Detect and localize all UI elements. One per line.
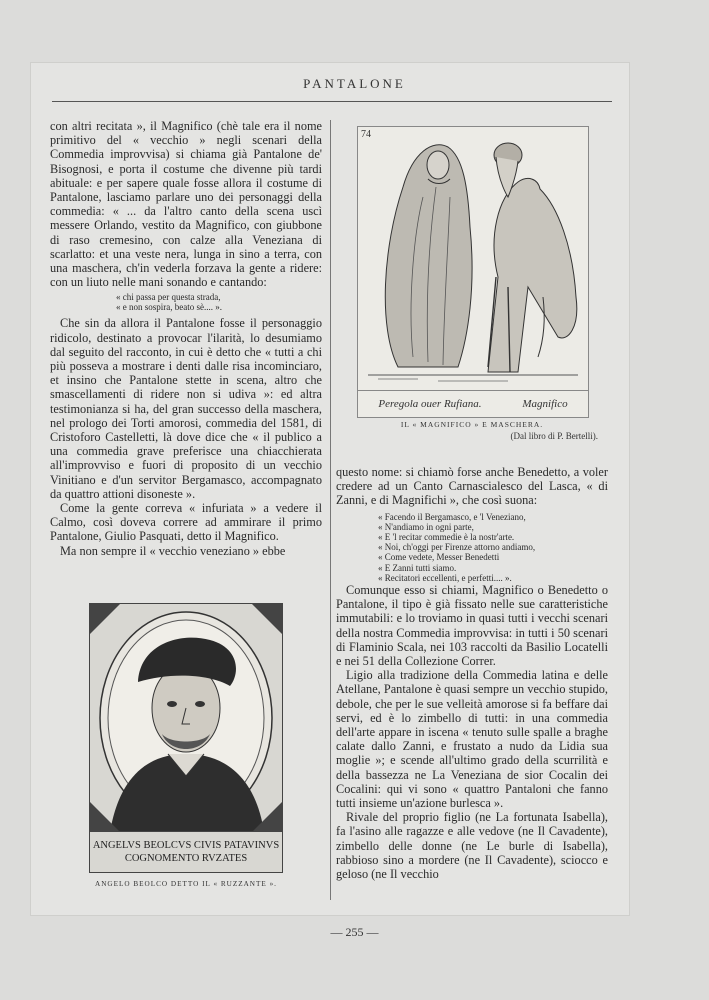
verse-line: « chi passa per questa strada, (116, 292, 221, 303)
verse-line: « Noi, ch'oggi per Firenze attorno andiamo, (378, 542, 536, 553)
verse-line: « E 'l recitar commedie è la nostr'arte. (378, 532, 515, 543)
portrait-caption: ANGELO BEOLCO DETTO IL « RUZZANTE ». (95, 880, 277, 888)
figure-caption-source: (Dal libro di P. Bertelli). (510, 431, 598, 441)
verse-line: « Facendo il Bergamasco, e 'l Veneziano, (378, 511, 526, 522)
left-column (50, 119, 322, 558)
verse-line: « Recitatori eccellenti, e perfetti.... ». (378, 572, 512, 583)
portrait-inscription (90, 831, 282, 872)
plate-inscription-left: Peregola ouer Rufiana. (378, 398, 482, 410)
plate-number: 74 (361, 129, 371, 140)
beolco-portrait (89, 603, 283, 873)
plate-inscription-right: Magnifico (522, 398, 568, 410)
right-column-top (336, 465, 608, 589)
engraving-illustration (358, 127, 588, 389)
left-paragraph-1: con altri recitata », il Magnifico (chè tale era il nome primitivo del « vecchio » negli scenari della Commedia improvvisa) si chiama già Pantalone de' Bisognosi, e porta il costume che divenne più tardi abituale: e per sapere quale fosse allora il costume di Pantalone, lasciamo parlare uno dei personaggi della commedia: « ... da l'altro canto della scena uscì messere Orlando, vestito da Magnifico, con giubbone di raso cremesino, con calze alla Veneziana di scarlatto: et una veste nera, lunga in sino a terra, con una maschera, ch'in vederla forzava la gente a ridere: con un liuto nelle mani sonando e cantando: (50, 119, 322, 290)
figure-caption-title: IL « MAGNIFICO » E MASCHERA. (400, 420, 544, 429)
plate-inscription (358, 390, 588, 417)
verse-line: « E Zanni tutti siamo. (378, 562, 457, 573)
left-paragraph-2: Che sin da allora il Pantalone fosse il personaggio ridicolo, destinato a provocar l'ilarità, lo desumiamo dal seguito del racconto, in cui è detto che « tutti a chi più posseva a mostrare i denti dalle risa incominciaro, et insino che Pantalone stette in scena, altro che smascellamenti di ridere non si udiva »: ed altra testimonianza si ha, del gran successo della maschera, nel prologo dei Torti amorosi, commedia del 1581, di Cristoforo Castelletti, là dove dice che « il publico a una commedia grave preferisce una chiacchierata all'improvviso e fuori di proposito di un vecchio Vinitiano e d'un servitor Bergamasco, accompagnato da quattro attioni disoneste ». (50, 316, 322, 501)
inscription-line-2: COGNOMENTO RVZATES (124, 853, 248, 864)
header-rule (52, 101, 612, 102)
page-number: — 255 — (330, 925, 379, 939)
running-head: PANTALONE (303, 76, 406, 91)
column-divider (330, 120, 331, 900)
portrait-illustration (90, 604, 282, 832)
right-paragraph-2: Comunque esso si chiami, Magnifico o Benedetto o Pantalone, il tipo è già fissato nelle sue caratteristiche immutabili: e lo troviamo in quasi tutti i vecchi scenari della nostra Commedia improvvisa: in tutti i 50 scenari di Flaminio Scala, nei 103 raccolti da Basilio Locatelli e nei 51 della Collezione Correr. (336, 583, 608, 669)
right-paragraph-3: Ligio alla tradizione della Commedia latina e delle Atellane, Pantalone è quasi sempre un vecchio stupido, debole, che per le sue velleità amorose si fa beffare dai servi, ed è lo zimbello di tutti: in una commedia dell'arte appare in iscena « tenuto sulle spalle a braghe calate dallo Zanni, e frustato a nudo da Lidia sua moglie »; e scende all'ultimo grado della scurrilità e della bassezza ne La Veneziana de sior Cocalin dei Cocalini: qui vi sono « quattro Pantaloni che fanno tutti insieme un'azione burlesca ». (336, 668, 608, 811)
inscription-line-1: ANGELVS BEOLCVS CIVIS PATAVINVS (92, 840, 280, 851)
magnifico-engraving (357, 126, 589, 418)
left-paragraph-3: Come la gente correva « infuriata » a vedere il Calmo, così doveva correre ad ammirare il primo Pantalone, Giulio Pasquati, detto il Magnifico. (50, 501, 322, 544)
right-verse (378, 512, 608, 583)
left-verse (116, 292, 322, 312)
right-paragraph-1: questo nome: si chiamò forse anche Benedetto, a voler credere ad un Canto Carnascialesco del Lasca, « di Zanni, e di Magnifichi », che così suona: (336, 465, 608, 508)
verse-line: « Come vedete, Messer Benedetti (378, 552, 500, 563)
verse-line: « N'andiamo in ogni parte, (378, 521, 474, 532)
right-paragraph-4: Rivale del proprio figlio (ne La fortunata Isabella), fa l'asino alle ragazze e alle vedove (ne Il Cavadente), zimbello delle donne (ne Le burle di Isabella), rabbioso sino a mordere (ne Il Cavadente), sciocco e geloso (ne Il vecchio (336, 810, 608, 882)
left-paragraph-4: Ma non sempre il « vecchio veneziano » ebbe (60, 543, 286, 558)
right-column-bottom (336, 583, 608, 881)
verse-line: « e non sospira, beato sè.... ». (116, 302, 222, 313)
